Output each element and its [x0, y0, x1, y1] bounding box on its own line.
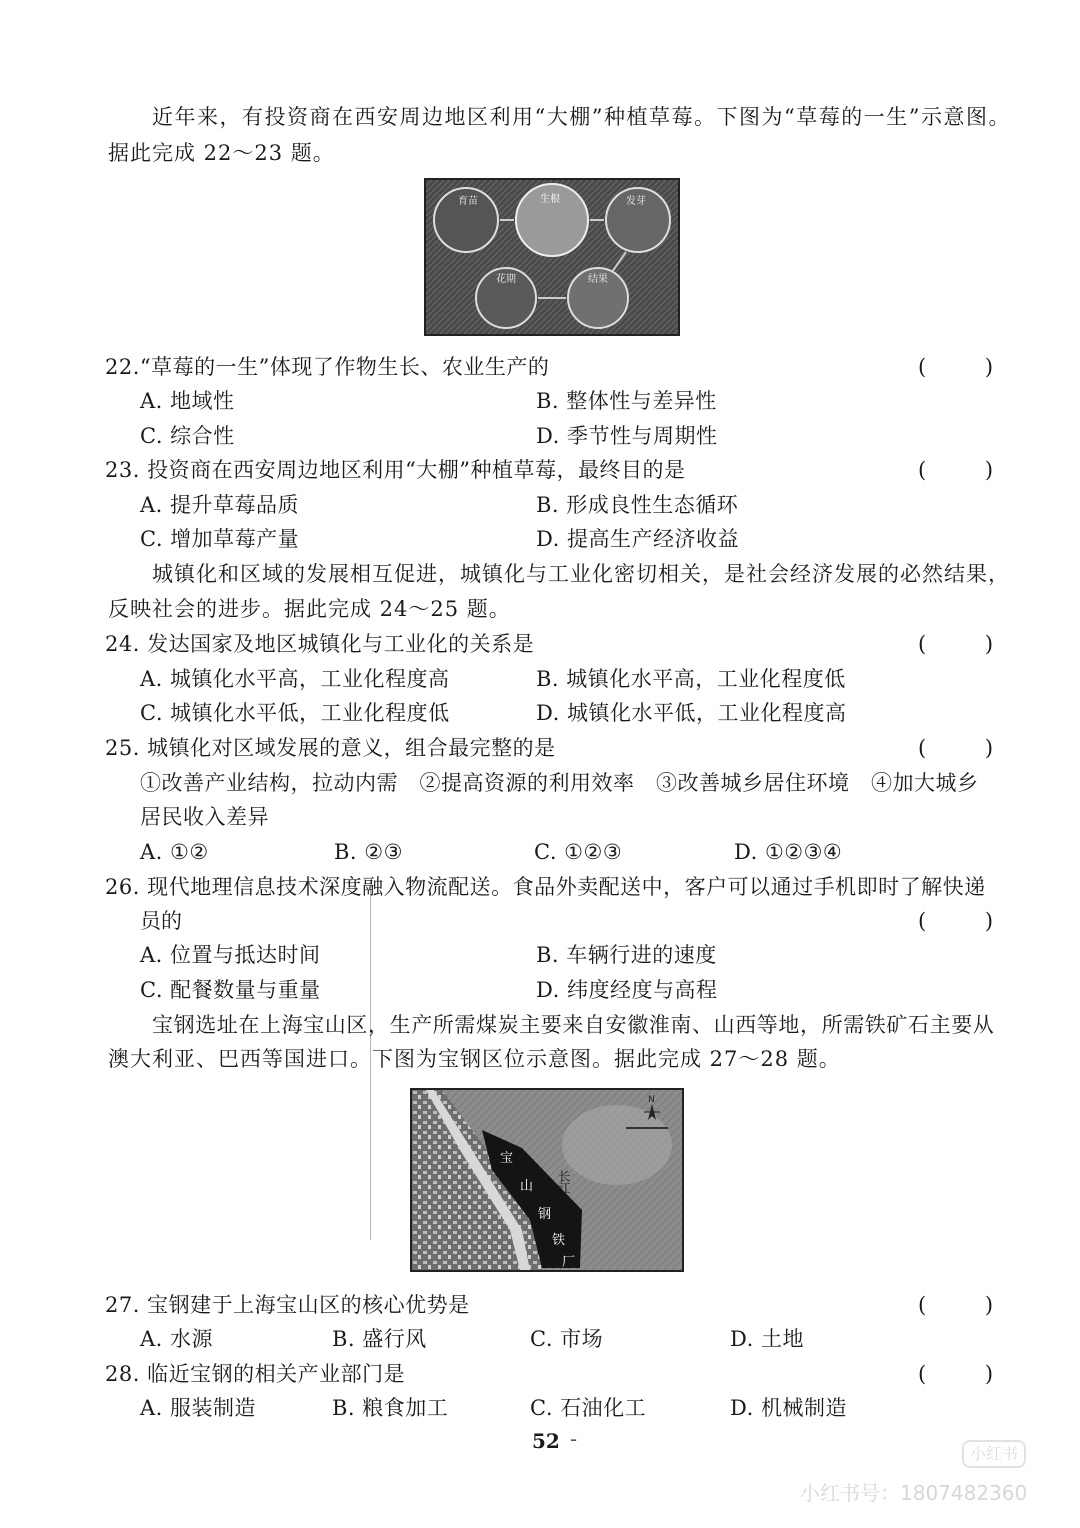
q25-option-a[interactable]: A. ①②	[140, 840, 209, 864]
q27-answer-paren[interactable]: ( )	[918, 1293, 1020, 1317]
q26-option-b[interactable]: B. 车辆行进的速度	[536, 943, 717, 967]
plant-label-3: 钢	[538, 1207, 552, 1222]
xiaohongshu-logo-watermark: 小红书	[962, 1440, 1026, 1468]
q25-stem: 25. 城镇化对区域发展的意义，组合最完整的是	[105, 736, 556, 760]
north-label: N	[648, 1095, 655, 1105]
intro1-line1: 近年来，有投资商在西安周边地区利用“大棚”种植草莓。下图为“草莓的一生”示意图。	[152, 105, 1011, 129]
q23-stem: 23. 投资商在西安周边地区利用“大棚”种植草莓，最终目的是	[105, 458, 686, 482]
intro1-line2: 据此完成 22～23 题。	[108, 141, 335, 165]
q24-option-a[interactable]: A. 城镇化水平高，工业化程度高	[140, 667, 450, 691]
q27-option-d[interactable]: D. 土地	[730, 1327, 804, 1351]
stage-label-3: 发芽	[626, 196, 646, 207]
q26-option-a[interactable]: A. 位置与抵达时间	[140, 943, 321, 967]
q27-option-b[interactable]: B. 盛行风	[332, 1327, 427, 1351]
q23-option-a[interactable]: A. 提升草莓品质	[140, 493, 300, 517]
q28-option-a[interactable]: A. 服装制造	[140, 1396, 257, 1420]
q26-answer-paren[interactable]: ( )	[918, 909, 1020, 933]
q28-option-b[interactable]: B. 粮食加工	[332, 1396, 449, 1420]
q25-option-c[interactable]: C. ①②③	[534, 840, 623, 864]
q25-items-line1: ①改善产业结构，拉动内需 ②提高资源的利用效率 ③改善城乡居住环境 ④加大城乡	[140, 771, 979, 795]
q27-option-a[interactable]: A. 水源	[140, 1327, 214, 1351]
q23-option-c[interactable]: C. 增加草莓产量	[140, 527, 300, 551]
q25-option-b[interactable]: B. ②③	[334, 840, 403, 864]
q24-option-b[interactable]: B. 城镇化水平高，工业化程度低	[536, 667, 846, 691]
q22-stem: 22.“草莓的一生”体现了作物生长、农业生产的	[105, 355, 550, 379]
q25-option-d[interactable]: D. ①②③④	[734, 840, 843, 864]
strawberry-lifecycle-svg	[426, 180, 678, 334]
plant-label-2: 山	[520, 1179, 534, 1194]
q23-option-d[interactable]: D. 提高生产经济收益	[536, 527, 739, 551]
q22-option-a[interactable]: A. 地域性	[140, 389, 235, 413]
intro3-line1: 宝钢选址在上海宝山区，生产所需煤炭主要来自安徽淮南、山西等地，所需铁矿石主要从	[152, 1013, 995, 1037]
q26-stem-line2: 员的	[140, 909, 182, 933]
q27-stem: 27. 宝钢建于上海宝山区的核心优势是	[105, 1293, 470, 1317]
intro2-line1: 城镇化和区域的发展相互促进，城镇化与工业化密切相关，是社会经济发展的必然结果，	[152, 562, 1010, 586]
q28-stem: 28. 临近宝钢的相关产业部门是	[105, 1362, 406, 1386]
q24-option-d[interactable]: D. 城镇化水平低，工业化程度高	[536, 701, 847, 725]
sandbar	[562, 1105, 672, 1185]
q26-option-d[interactable]: D. 纬度经度与高程	[536, 978, 718, 1002]
xiaohongshu-id-watermark: 小红书号：1807482360	[800, 1481, 1028, 1505]
strawberry-lifecycle-figure	[424, 178, 680, 336]
q24-option-c[interactable]: C. 城镇化水平低，工业化程度低	[140, 701, 450, 725]
page-number: 52	[532, 1429, 560, 1453]
q26-stem-line1: 26. 现代地理信息技术深度融入物流配送。食品外卖配送中，客户可以通过手机即时了解快递	[105, 875, 986, 899]
plant-label-5: 厂	[562, 1255, 576, 1270]
plant-label-1: 宝	[500, 1151, 514, 1166]
plant-label-4: 铁	[552, 1233, 566, 1248]
q22-option-d[interactable]: D. 季节性与周期性	[536, 424, 718, 448]
q25-items-line2: 居民收入差异	[140, 805, 269, 829]
q27-option-c[interactable]: C. 市场	[530, 1327, 604, 1351]
intro2-line2: 反映社会的进步。据此完成 24～25 题。	[108, 597, 511, 621]
q23-option-b[interactable]: B. 形成良性生态循环	[536, 493, 739, 517]
baosteel-map-svg	[412, 1090, 682, 1270]
stage-label-5: 结果	[588, 274, 608, 285]
page-number-dash: -	[570, 1427, 578, 1451]
q24-answer-paren[interactable]: ( )	[918, 632, 1020, 656]
q28-option-d[interactable]: D. 机械制造	[730, 1396, 847, 1420]
q22-answer-paren[interactable]: ( )	[918, 355, 1020, 379]
q28-option-c[interactable]: C. 石油化工	[530, 1396, 647, 1420]
stage-label-4: 花期	[496, 274, 516, 285]
q22-option-c[interactable]: C. 综合性	[140, 424, 235, 448]
stage-label-2: 生根	[540, 194, 560, 205]
q25-answer-paren[interactable]: ( )	[918, 736, 1020, 760]
stage-label-1: 育苗	[458, 196, 478, 207]
intro3-line2: 澳大利亚、巴西等国进口。下图为宝钢区位示意图。据此完成 27～28 题。	[108, 1047, 841, 1071]
yangtze-river-label: 长江	[557, 1170, 571, 1194]
q26-option-c[interactable]: C. 配餐数量与重量	[140, 978, 321, 1002]
q23-answer-paren[interactable]: ( )	[918, 458, 1020, 482]
q24-stem: 24. 发达国家及地区城镇化与工业化的关系是	[105, 632, 535, 656]
baosteel-location-map	[410, 1088, 684, 1272]
q28-answer-paren[interactable]: ( )	[918, 1362, 1020, 1386]
q22-option-b[interactable]: B. 整体性与差异性	[536, 389, 717, 413]
